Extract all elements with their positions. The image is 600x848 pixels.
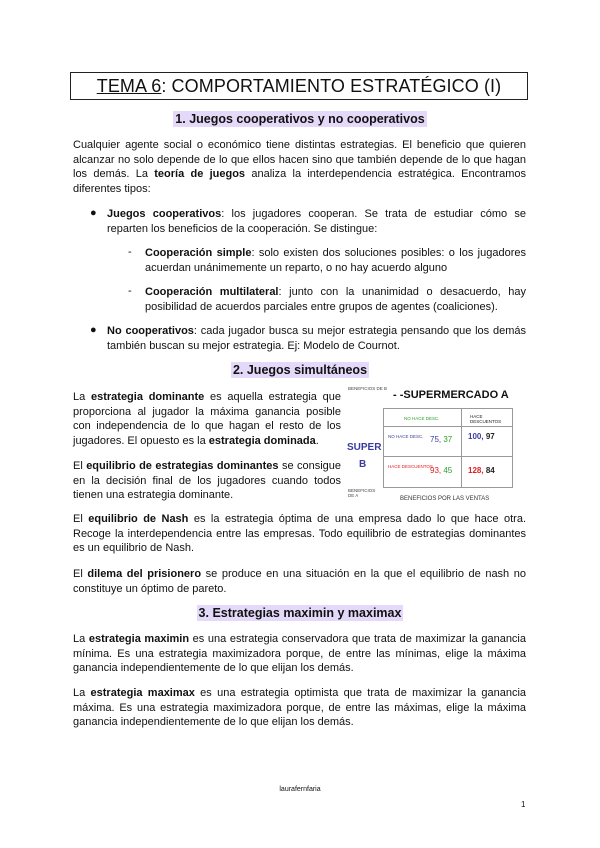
- para-maximin: La estrategia maximin es una estrategia conservadora que trata de maximizar la ganancia mínima. Es una estrategia maximizadora porque, de entre las mínimas, elige la máxima ganancia independientemente de lo que elijan los demás.: [73, 633, 526, 675]
- sub-bullet-dash: -: [128, 246, 132, 258]
- payoff-matrix: [383, 408, 513, 488]
- section-1-intro: Cualquier agente social o económico tiene distintas estrategias. El beneficio que quieren alcanzar no solo depende de lo que ellos hacen sino que también depende de lo que hagan los demás. La teoría de juegos analiza la interdependencia estratégica. Encontramos diferentes tipos:: [73, 139, 526, 195]
- bullet-dot: ●: [90, 324, 97, 336]
- title-rest: : COMPORTAMIENTO ESTRATÉGICO (I): [161, 76, 502, 96]
- section-1-heading: 1. Juegos cooperativos y no cooperativos: [175, 112, 425, 126]
- section-3-heading: 3. Estrategias maximin y maximax: [198, 606, 402, 620]
- para-equilibrio-dominantes: El equilibrio de estrategias dominantes se consigue en la decisión final de los jugadores cuando todos tienen una estrategia dominante.: [73, 460, 341, 502]
- sub-bullet-dash: -: [128, 285, 132, 297]
- cell-2-2: 128, 84: [468, 466, 495, 475]
- side-label-1: SUPER: [347, 442, 382, 453]
- title-prefix: TEMA 6: [96, 76, 162, 96]
- cell-1-2: 100, 97: [468, 432, 495, 441]
- para-maximax: La estrategia maximax es una estrategia optimista que trata de maximizar la ganancia máxima. Es una estrategia maximizadora porque, de entre las máximas, elige la máxima ganancia independientemente de lo que elijan los demás.: [73, 687, 527, 729]
- page-title: [70, 72, 528, 100]
- para-nash: El equilibrio de Nash es la estrategia óptima de una empresa dado lo que hace otra. Recoge la interdependencia entre las empresas. Todo equilibrio de estrategias dominantes es un equilibrio de Nash.: [73, 513, 527, 555]
- sub-bullet-multilateral: Cooperación multilateral: junto con la unanimidad o desacuerdo, hay posibilidad de acuerdos parciales entre grupos de agentes (coaliciones).: [145, 286, 526, 313]
- section-2-heading: 2. Juegos simultáneos: [232, 363, 368, 377]
- para-dilema: El dilema del prisionero se produce en una situación en la que el equilibrio de nash no constituye un óptimo de pareto.: [73, 568, 526, 595]
- cell-2-1: 93, 45: [430, 466, 453, 475]
- sub-bullet-simple: Cooperación simple: solo existen dos soluciones posibles: o los jugadores acuerdan unánimemente un reparto, o no hay acuerdo alguno: [145, 247, 526, 274]
- note-beneficios-b: BENEFICIOS DE B: [348, 386, 388, 391]
- para-estrategia-dominante: La estrategia dominante es aquella estrategia que proporciona al jugador la máxima ganancia posible con independencia de lo que hagan el resto de los jugadores. El opuesto es la estrategia dominada.: [73, 391, 342, 447]
- col-header-2: HACE DESCUENTOS: [470, 414, 502, 424]
- cell-1-1: 75, 37: [430, 435, 453, 444]
- top-label: - -SUPERMERCADO A: [393, 389, 509, 401]
- row-header-2: HACE DESCUENTOS: [388, 464, 433, 469]
- footer-author: laurafernfaria: [279, 786, 321, 793]
- note-beneficios-a: BENEFICIOS DE A: [348, 488, 376, 498]
- figure-caption: BENEFICIOS POR LAS VENTAS: [400, 496, 490, 502]
- bullet-no-cooperativos: No cooperativos: cada jugador busca su mejor estrategia pensando que los demás también buscan su mejor estrategia. Ej: Modelo de Cournot.: [107, 325, 526, 352]
- page-number: 1: [521, 800, 526, 809]
- side-label-2: B: [359, 459, 367, 470]
- bullet-dot: ●: [90, 207, 97, 219]
- bullet-cooperativos: Juegos cooperativos: los jugadores cooperan. Se trata de estudiar cómo se reparten los beneficios de la cooperación. Se distingue:: [107, 208, 526, 235]
- col-header-1: NO HACE DESC.: [404, 416, 440, 421]
- row-header-1: NO HACE DESC.: [388, 434, 424, 439]
